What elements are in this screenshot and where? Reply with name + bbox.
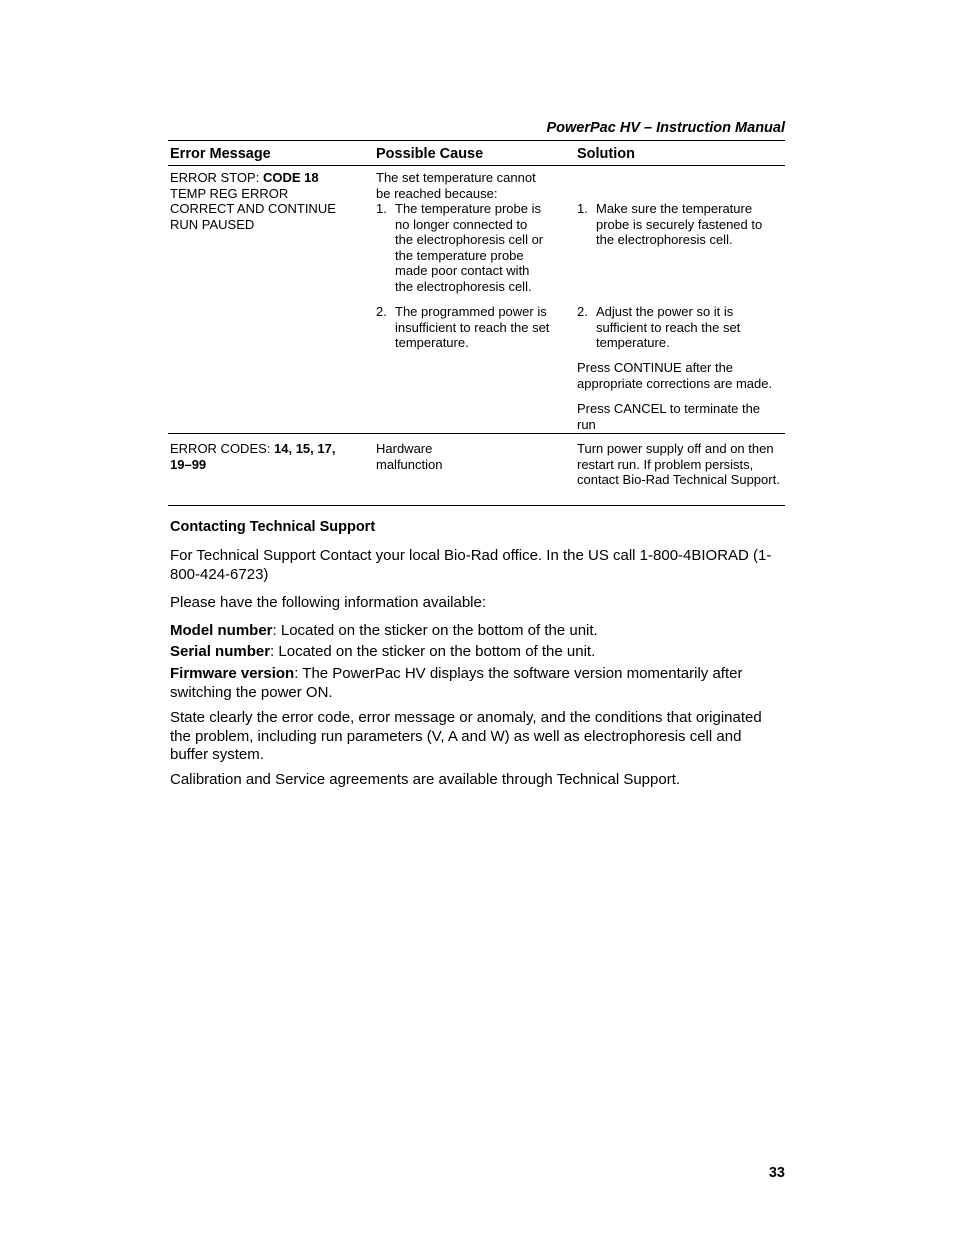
row2-cause: Hardware malfunction — [376, 441, 443, 472]
table-bottom-rule — [168, 505, 785, 506]
list-text: Make sure the temperature probe is securely fastened to the electrophoresis cell. — [596, 201, 763, 248]
section-title: Contacting Technical Support — [170, 519, 376, 535]
error-codes: 14, 15, 17, 19–99 — [170, 441, 336, 472]
field-label: Model number — [170, 622, 273, 639]
field-text: : Located on the sticker on the bottom of the unit. — [270, 643, 596, 660]
list-number: 2. — [577, 304, 588, 319]
row1-solution-note: Press CONTINUE after the appropriate corrections are made. — [577, 360, 773, 391]
error-prefix: ERROR STOP: — [170, 170, 263, 185]
list-text: The programmed power is insufficient to reach the set temperature. — [395, 304, 550, 351]
field-label: Serial number — [170, 643, 271, 660]
column-header-error-message: Error Message — [170, 146, 271, 162]
row1-solution-note: Press CANCEL to terminate the run — [577, 401, 761, 432]
row1-error-line: CORRECT AND CONTINUE — [170, 201, 336, 217]
model-number-line — [170, 622, 785, 641]
list-number: 1. — [376, 201, 387, 216]
running-header: PowerPac HV – Instruction Manual — [546, 120, 785, 136]
list-text: The temperature probe is no longer connected to the electrophoresis cell or the temperature probe made poor contact with the electrophoresis cell. — [395, 201, 544, 294]
column-header-solution: Solution — [577, 146, 635, 162]
serial-number-line — [170, 643, 785, 662]
firmware-version-line — [170, 665, 770, 702]
row1-error-line: TEMP REG ERROR — [170, 185, 289, 201]
row1-cause-intro: The set temperature cannot be reached because: — [376, 170, 536, 201]
support-paragraph: Calibration and Service agreements are available through Technical Support. — [170, 771, 681, 788]
column-header-possible-cause: Possible Cause — [376, 146, 484, 162]
support-paragraph: State clearly the error code, error message or anomaly, and the conditions that originated the problem, including run parameters (V, A and W) as well as electrophoresis cell and buffer system. — [170, 709, 762, 764]
field-label: Firmware version — [170, 665, 295, 682]
row1-error-title — [170, 170, 365, 186]
row2-solution: Turn power supply off and on then restart run. If problem persists, contact Bio-Rad Technical Support. — [577, 441, 780, 488]
row1-error-message — [170, 170, 365, 232]
header-rule — [168, 140, 785, 141]
list-number: 1. — [577, 201, 588, 216]
list-text: Adjust the power so it is sufficient to reach the set temperature. — [596, 304, 741, 351]
error-code: CODE 18 — [262, 170, 319, 185]
row1-error-line: RUN PAUSED — [170, 216, 255, 232]
table-row-rule — [168, 433, 785, 434]
field-text: : The PowerPac HV displays the software version momentarily after switching the power ON. — [170, 665, 743, 701]
support-paragraph: Please have the following information available: — [170, 594, 487, 611]
field-text: : Located on the sticker on the bottom of the unit. — [272, 622, 598, 639]
list-number: 2. — [376, 304, 387, 319]
page-number: 33 — [768, 1165, 785, 1181]
error-prefix: ERROR CODES: — [170, 441, 275, 456]
table-header-rule — [168, 165, 785, 166]
row2-error-message — [170, 441, 360, 472]
support-paragraph: For Technical Support Contact your local Bio-Rad office. In the US call 1-800-4BIORAD (1-800-424-6723) — [170, 547, 772, 583]
